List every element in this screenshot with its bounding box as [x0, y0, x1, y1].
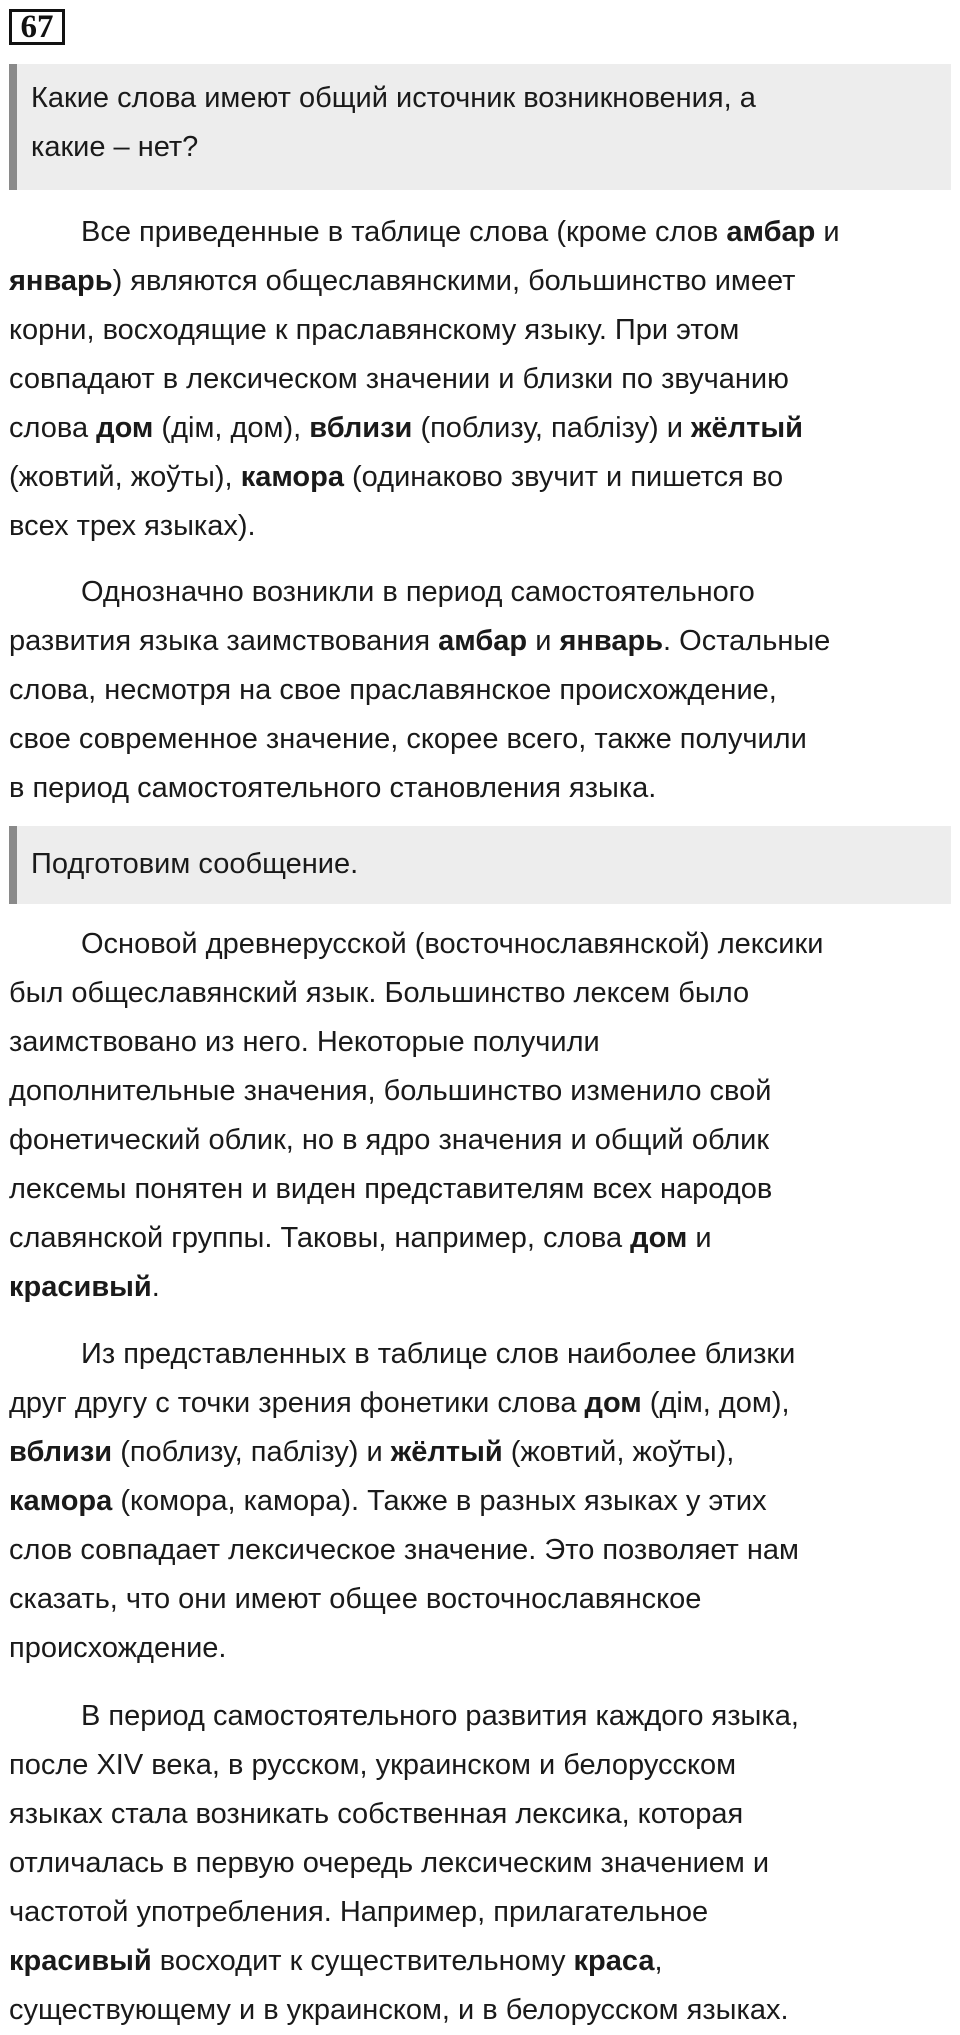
bold-term: январь: [9, 265, 113, 297]
text-span: и: [527, 625, 560, 657]
paragraph-line: [9, 208, 959, 257]
task-number: 67: [9, 9, 65, 45]
text-span: восходит к существительному: [151, 1945, 574, 1977]
paragraph-line: дополнительные значения, большинство изменило свой: [9, 1075, 772, 1107]
paragraph-line: лексемы понятен и виден представителям всех народов: [9, 1173, 773, 1205]
text-span: ,: [654, 1945, 663, 1977]
text-span: (комора, камора). Также в разных языках у этих: [112, 1485, 767, 1517]
answer-paragraph-2: [9, 568, 959, 813]
question-text-line: Какие слова имеют общий источник возникновения, а: [31, 82, 756, 114]
paragraph-line: Из представленных в таблице слов наиболее близки: [81, 1338, 796, 1370]
question-text-line: Подготовим сообщение.: [31, 848, 359, 880]
bold-term: дом: [630, 1222, 688, 1254]
bold-term: жёлтый: [390, 1436, 503, 1468]
paragraph-line: был общеславянский язык. Большинство лексем было: [9, 977, 750, 1009]
bold-term: амбар: [726, 216, 816, 248]
paragraph-line: [9, 1937, 959, 1986]
answer-paragraph-1: [9, 208, 959, 551]
paragraph-line: фонетический облик, но в ядро значения и общий облик: [9, 1124, 770, 1156]
paragraph-line: всех трех языках).: [9, 510, 256, 542]
text-span: (дім, дом),: [641, 1387, 790, 1419]
paragraph-line: Однозначно возникли в период самостоятельного: [81, 576, 755, 608]
bold-term: красивый: [9, 1945, 152, 1977]
question-block-1: [9, 64, 951, 190]
bold-term: красивый: [9, 1271, 152, 1303]
bold-term: амбар: [438, 625, 528, 657]
paragraph-line: в период самостоятельного становления языка.: [9, 772, 657, 804]
paragraph-line: [9, 1477, 959, 1526]
text-span: Все приведенные в таблице слова (кроме слов: [81, 216, 727, 248]
paragraph-line: совпадают в лексическом значении и близки по звучанию: [9, 363, 789, 395]
paragraph-line: после XIV века, в русском, украинском и белорусском: [9, 1749, 737, 1781]
text-span: . Остальные: [663, 625, 831, 657]
text-span: (дім, дом),: [153, 412, 310, 444]
text-span: славянской группы. Таковы, например, слова: [9, 1222, 631, 1254]
text-span: и: [687, 1222, 712, 1254]
bold-term: жёлтый: [691, 412, 803, 444]
paragraph-line: существующему и в украинском, и в белорусском языках.: [9, 1994, 789, 2026]
paragraph-line: языках стала возникать собственная лексика, которая: [9, 1798, 744, 1830]
bold-term: вблизи: [9, 1436, 113, 1468]
bold-term: вблизи: [309, 412, 413, 444]
text-span: (жовтий, жоўты),: [502, 1436, 735, 1468]
paragraph-line: отличалась в первую очередь лексическим значением и: [9, 1847, 770, 1879]
bold-term: камора: [240, 461, 344, 493]
bold-term: дом: [96, 412, 154, 444]
text-span: слова: [9, 412, 97, 444]
paragraph-line: слов совпадает лексическое значение. Это позволяет нам: [9, 1534, 799, 1566]
question-block-2: [9, 826, 951, 904]
text-span: .: [151, 1271, 160, 1303]
paragraph-line: происхождение.: [9, 1632, 227, 1664]
paragraph-line: слова, несмотря на свое праславянское происхождение,: [9, 674, 777, 706]
text-span: (жовтий, жоўты),: [9, 461, 241, 493]
text-span: друг другу с точки зрения фонетики слова: [9, 1387, 585, 1419]
paragraph-line: [9, 404, 959, 453]
paragraph-line: [9, 1428, 959, 1477]
text-span: и: [815, 216, 840, 248]
paragraph-line: свое современное значение, скорее всего, также получили: [9, 723, 807, 755]
answer-paragraph-3: [9, 920, 959, 1312]
text-span: развития языка заимствования: [9, 625, 439, 657]
paragraph-line: корни, восходящие к праславянскому языку. При этом: [9, 314, 740, 346]
paragraph-line: [9, 617, 959, 666]
paragraph-line: [9, 1379, 959, 1428]
paragraph-line: Основой древнерусской (восточнославянской) лексики: [81, 928, 824, 960]
bold-term: дом: [584, 1387, 642, 1419]
text-span: ) являются общеславянскими, большинство имеет: [112, 265, 796, 297]
answer-paragraph-5: [9, 1692, 959, 2035]
paragraph-line: [9, 257, 959, 306]
text-span: (одинаково звучит и пишется во: [343, 461, 784, 493]
question-text-line: какие – нет?: [31, 131, 199, 163]
text-span: (поблизу, паблізу) и: [112, 1436, 391, 1468]
paragraph-line: сказать, что они имеют общее восточнославянское: [9, 1583, 702, 1615]
answer-paragraph-4: [9, 1330, 959, 1673]
paragraph-line: [9, 1214, 959, 1263]
bold-term: январь: [559, 625, 664, 657]
paragraph-line: [9, 1263, 959, 1312]
bold-term: камора: [9, 1485, 113, 1517]
paragraph-line: частотой употребления. Например, прилагательное: [9, 1896, 709, 1928]
paragraph-line: заимствовано из него. Некоторые получили: [9, 1026, 600, 1058]
text-span: (поблизу, паблізу) и: [412, 412, 691, 444]
paragraph-line: [9, 453, 959, 502]
paragraph-line: В период самостоятельного развития каждого языка,: [81, 1700, 799, 1732]
bold-term: краса: [573, 1945, 655, 1977]
